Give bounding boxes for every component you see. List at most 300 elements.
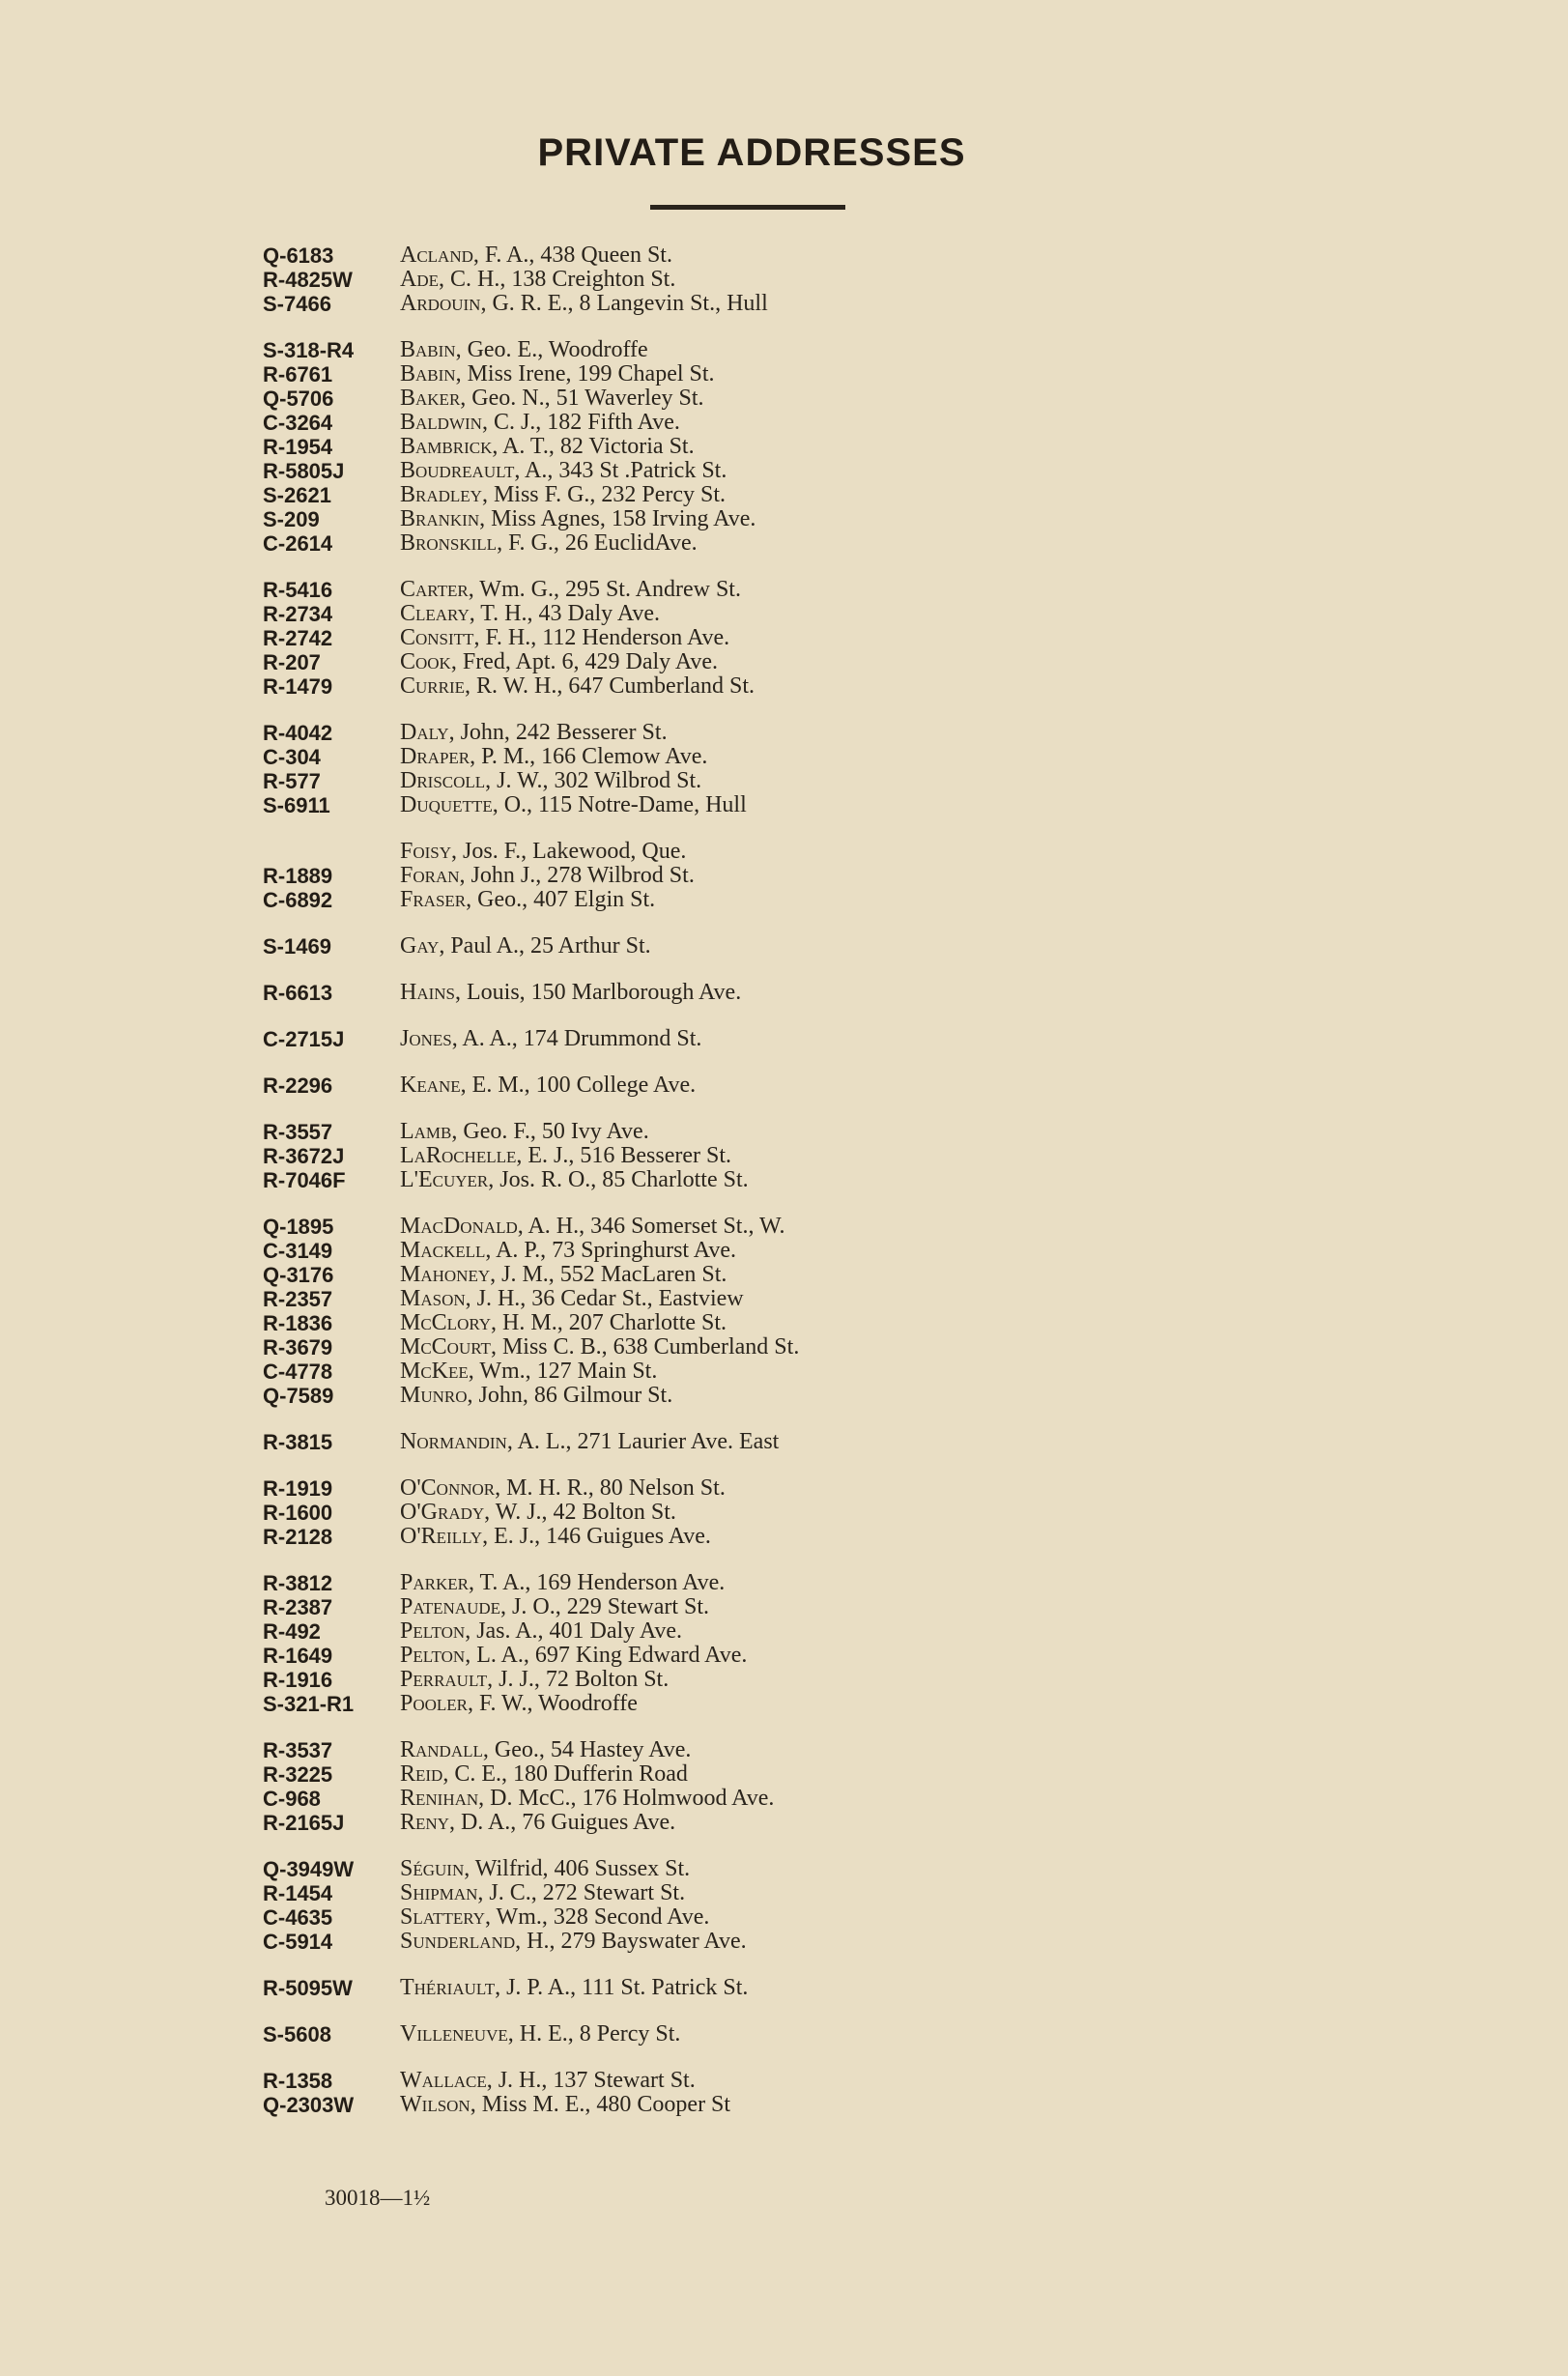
directory-entry [263, 292, 1229, 316]
listing-text [400, 981, 741, 1005]
phone-number: R-1954 [263, 435, 333, 459]
listing-text [400, 1027, 701, 1051]
address: , W. J., 42 Bolton St. [484, 1500, 676, 1525]
phone-number: R-1479 [263, 674, 333, 699]
surname: Slattery [400, 1904, 485, 1930]
letter-group [263, 1120, 1229, 1192]
letter-group [263, 1430, 1229, 1454]
letter-group [263, 2022, 1229, 2047]
listing-text [400, 268, 675, 292]
phone-number: R-7046F [263, 1168, 346, 1192]
address: , Geo. E., Woodroffe [455, 337, 648, 362]
address: , Miss C. B., 638 Cumberland St. [490, 1334, 800, 1360]
phone-number: Q-6183 [263, 243, 334, 268]
surname: Ade [400, 267, 439, 292]
address: , M. H. R., 80 Nelson St. [495, 1475, 726, 1501]
address: , H. M., 207 Charlotte St. [491, 1310, 727, 1335]
listing-text [400, 1787, 774, 1811]
surname: Villeneuve [400, 2021, 508, 2047]
listing-text [400, 840, 686, 864]
listing-text [400, 1525, 711, 1549]
surname: Gay [400, 933, 440, 959]
phone-number: R-2296 [263, 1073, 333, 1098]
address: , Wm., 127 Main St. [468, 1359, 658, 1384]
surname: L'Ecuyer [400, 1167, 489, 1192]
directory-entry [263, 1787, 1229, 1811]
surname: Pelton [400, 1618, 466, 1644]
phone-number: S-1469 [263, 934, 331, 959]
directory-entry [263, 864, 1229, 888]
phone-number: R-3812 [263, 1571, 333, 1595]
address: , C. E., 180 Dufferin Road [442, 1761, 688, 1787]
address: , A. H., 346 Somerset St., W. [517, 1214, 785, 1239]
surname: O'Connor [400, 1475, 496, 1501]
letter-group [263, 1476, 1229, 1549]
surname: Keane [400, 1073, 461, 1098]
phone-number: C-2614 [263, 531, 333, 556]
directory-entry [263, 1501, 1229, 1525]
surname: MacDonald [400, 1214, 518, 1239]
letter-group [263, 1073, 1229, 1098]
listing-text [400, 1595, 709, 1619]
phone-number: Q-3949W [263, 1857, 355, 1881]
directory-entry [263, 769, 1229, 793]
directory-entry [263, 840, 1229, 864]
address: , C. H., 138 Creighton St. [439, 267, 676, 292]
directory-entry [263, 1027, 1229, 1051]
address: , Jas. A., 401 Daly Ave. [465, 1618, 683, 1644]
address: , Wilfrid, 406 Sussex St. [464, 1856, 691, 1881]
listing-text [400, 1430, 779, 1454]
surname: Bronskill [400, 530, 498, 556]
phone-number: R-1919 [263, 1476, 333, 1501]
phone-number: C-2715J [263, 1027, 345, 1051]
listing-text [400, 1930, 747, 1954]
phone-number: R-6613 [263, 981, 333, 1005]
address: , Fred, Apt. 6, 429 Daly Ave. [450, 649, 719, 674]
directory-entry [263, 1476, 1229, 1501]
directory-entry [263, 2022, 1229, 2047]
surname: Shipman [400, 1880, 478, 1905]
address: , A. T., 82 Victoria St. [492, 434, 695, 459]
directory-entry [263, 2093, 1229, 2117]
surname: Lamb [400, 1119, 452, 1144]
listing-text [400, 435, 695, 459]
phone-number: S-6911 [263, 793, 330, 817]
letter-group [263, 1215, 1229, 1408]
phone-number: R-1916 [263, 1668, 333, 1692]
surname: Ardouin [400, 291, 481, 316]
address: , E. M., 100 College Ave. [460, 1073, 697, 1098]
address: , A. P., 73 Springhurst Ave. [485, 1238, 736, 1263]
phone-number: R-1358 [263, 2069, 333, 2093]
surname: Boudreault [400, 458, 515, 483]
listing-text [400, 578, 741, 602]
phone-number: R-1889 [263, 864, 333, 888]
letter-group [263, 578, 1229, 699]
address: , E. J., 516 Besserer St. [516, 1143, 732, 1168]
listing-text [400, 1501, 676, 1525]
surname: Patenaude [400, 1594, 501, 1619]
surname: Mason [400, 1286, 466, 1311]
address: , A., 343 St .Patrick St. [514, 458, 727, 483]
directory-entry [263, 1215, 1229, 1239]
surname: Cook [400, 649, 451, 674]
letter-group [263, 1976, 1229, 2000]
listing-text [400, 1619, 682, 1644]
listing-text [400, 292, 768, 316]
directory-entry [263, 386, 1229, 411]
phone-number: C-4778 [263, 1360, 333, 1384]
surname: Hains [400, 980, 456, 1005]
phone-number: R-3537 [263, 1738, 333, 1762]
phone-number: C-304 [263, 745, 321, 769]
phone-number: R-3672J [263, 1144, 345, 1168]
directory-entry [263, 435, 1229, 459]
surname: Sunderland [400, 1929, 516, 1954]
directory-entry [263, 1263, 1229, 1287]
letter-group [263, 243, 1229, 316]
address: , J. J., 72 Bolton St. [487, 1667, 670, 1692]
listing-text [400, 864, 695, 888]
directory-entry [263, 888, 1229, 912]
phone-number: S-5608 [263, 2022, 331, 2047]
directory-entry [263, 1287, 1229, 1311]
surname: Cleary [400, 601, 470, 626]
listing-text [400, 1360, 657, 1384]
surname: Bambrick [400, 434, 493, 459]
listing-text [400, 1120, 649, 1144]
listing-text [400, 888, 655, 912]
directory-entry [263, 362, 1229, 386]
address: , J. C., 272 Stewart St. [477, 1880, 686, 1905]
directory-entry [263, 483, 1229, 507]
directory-entry [263, 650, 1229, 674]
phone-number: R-1836 [263, 1311, 333, 1335]
directory-entry [263, 1762, 1229, 1787]
phone-number: R-2165J [263, 1811, 345, 1835]
directory-entry [263, 1668, 1229, 1692]
listing-text [400, 1881, 685, 1905]
directory-entry [263, 1571, 1229, 1595]
address: , Miss F. G., 232 Percy St. [481, 482, 727, 507]
directory-entry [263, 1619, 1229, 1644]
directory-entry [263, 459, 1229, 483]
phone-number: Q-7589 [263, 1384, 334, 1408]
letter-group [263, 1857, 1229, 1954]
letter-group [263, 1571, 1229, 1716]
letter-group [263, 721, 1229, 817]
listing-text [400, 459, 727, 483]
surname: Randall [400, 1737, 483, 1762]
directory-entry [263, 793, 1229, 817]
surname: Bradley [400, 482, 482, 507]
surname: Mackell [400, 1238, 486, 1263]
address: , A. L., 271 Laurier Ave. East [506, 1429, 780, 1454]
address: , Jos. F., Lakewood, Que. [451, 839, 687, 864]
directory-entry [263, 721, 1229, 745]
listing-text [400, 1692, 638, 1716]
surname: Daly [400, 720, 449, 745]
phone-number: C-6892 [263, 888, 333, 912]
surname: Wilson [400, 2092, 470, 2117]
directory-entry [263, 1335, 1229, 1360]
directory-entry [263, 1738, 1229, 1762]
surname: Babin [400, 361, 456, 386]
directory-entry [263, 745, 1229, 769]
listing-text [400, 243, 672, 268]
letter-group [263, 338, 1229, 556]
phone-number: R-5095W [263, 1976, 353, 2000]
phone-number: C-5914 [263, 1930, 333, 1954]
surname: Pooler [400, 1691, 469, 1716]
surname: Munro [400, 1383, 468, 1408]
surname: Carter [400, 577, 469, 602]
listing-text [400, 1287, 744, 1311]
directory-entry [263, 602, 1229, 626]
phone-number: Q-2303W [263, 2093, 355, 2117]
surname: McClory [400, 1310, 492, 1335]
surname: LaRochelle [400, 1143, 517, 1168]
address: , T. A., 169 Henderson Ave. [468, 1570, 726, 1595]
address: , C. J., 182 Fifth Ave. [481, 410, 680, 435]
surname: Draper [400, 744, 470, 769]
address: , J. H., 137 Stewart St. [486, 2068, 696, 2093]
address: , F. G., 26 EuclidAve. [497, 530, 698, 556]
address: , Paul A., 25 Arthur St. [439, 933, 651, 959]
directory-entry [263, 578, 1229, 602]
directory-entry [263, 1692, 1229, 1716]
address: , F. A., 438 Queen St. [472, 243, 672, 268]
phone-number: Q-1895 [263, 1215, 334, 1239]
surname: Foran [400, 863, 460, 888]
print-code: 30018—1½ [325, 2186, 431, 2210]
phone-number: R-2734 [263, 602, 333, 626]
address: , John, 242 Besserer St. [448, 720, 668, 745]
address: , F. W., Woodroffe [468, 1691, 638, 1716]
phone-number: S-318-R4 [263, 338, 355, 362]
surname: Baker [400, 386, 461, 411]
address: , Miss M. E., 480 Cooper St [470, 2092, 731, 2117]
phone-number: R-2387 [263, 1595, 333, 1619]
address: , G. R. E., 8 Langevin St., Hull [480, 291, 768, 316]
address: , H., 279 Bayswater Ave. [515, 1929, 747, 1954]
directory-entry [263, 1857, 1229, 1881]
listing-text [400, 626, 729, 650]
directory-entry [263, 1811, 1229, 1835]
listing-text [400, 1905, 709, 1930]
address: , Geo., 407 Elgin St. [466, 887, 656, 912]
surname: Perrault [400, 1667, 488, 1692]
address: , J. O., 229 Stewart St. [500, 1594, 710, 1619]
listing-text [400, 793, 747, 817]
phone-number: R-1600 [263, 1501, 333, 1525]
directory-entry [263, 1073, 1229, 1098]
address-list [263, 243, 1229, 2139]
listing-text [400, 1644, 747, 1668]
surname: Fraser [400, 887, 467, 912]
address: , Miss Irene, 199 Chapel St. [455, 361, 715, 386]
address: , Geo. F., 50 Ivy Ave. [451, 1119, 649, 1144]
listing-text [400, 1215, 784, 1239]
address: , Geo., 54 Hastey Ave. [482, 1737, 692, 1762]
surname: Reid [400, 1761, 443, 1787]
surname: Baldwin [400, 410, 482, 435]
phone-number: R-4825W [263, 268, 353, 292]
listing-text [400, 1811, 675, 1835]
listing-text [400, 1311, 727, 1335]
directory-entry [263, 1360, 1229, 1384]
address: , A. A., 174 Drummond St. [451, 1026, 702, 1051]
phone-number: R-3225 [263, 1762, 333, 1787]
surname: O'Reilly [400, 1524, 483, 1549]
address: , O., 115 Notre-Dame, Hull [492, 792, 747, 817]
surname: Séguin [400, 1856, 465, 1881]
phone-number: S-2621 [263, 483, 331, 507]
listing-text [400, 1239, 736, 1263]
listing-text [400, 2069, 696, 2093]
letter-group [263, 934, 1229, 959]
listing-text [400, 362, 715, 386]
address: , John J., 278 Wilbrod St. [459, 863, 695, 888]
phone-number: R-492 [263, 1619, 321, 1644]
address: , J. M., 552 MacLaren St. [490, 1262, 727, 1287]
listing-text [400, 338, 648, 362]
directory-entry [263, 1881, 1229, 1905]
surname: Pelton [400, 1643, 466, 1668]
directory-entry [263, 268, 1229, 292]
address: , Wm. G., 295 St. Andrew St. [468, 577, 741, 602]
directory-entry [263, 1311, 1229, 1335]
phone-number: R-5416 [263, 578, 333, 602]
address: , D. McC., 176 Holmwood Ave. [478, 1786, 775, 1811]
directory-entry [263, 981, 1229, 1005]
surname: Renihan [400, 1786, 479, 1811]
phone-number: C-3149 [263, 1239, 333, 1263]
address: , E. J., 146 Guigues Ave. [482, 1524, 711, 1549]
directory-entry [263, 1595, 1229, 1619]
surname: McKee [400, 1359, 469, 1384]
letter-group [263, 2069, 1229, 2117]
directory-entry [263, 1120, 1229, 1144]
directory-entry [263, 674, 1229, 699]
address: , L. A., 697 King Edward Ave. [465, 1643, 748, 1668]
directory-entry [263, 1525, 1229, 1549]
phone-number: R-3557 [263, 1120, 333, 1144]
listing-text [400, 721, 668, 745]
directory-entry [263, 1976, 1229, 2000]
directory-entry [263, 2069, 1229, 2093]
address: , T. H., 43 Daly Ave. [469, 601, 661, 626]
surname: Consitt [400, 625, 474, 650]
phone-number: R-1454 [263, 1881, 333, 1905]
listing-text [400, 386, 704, 411]
listing-text [400, 1073, 696, 1098]
listing-text [400, 2093, 730, 2117]
phone-number: R-6761 [263, 362, 333, 386]
listing-text [400, 1263, 727, 1287]
directory-entry [263, 531, 1229, 556]
listing-text [400, 602, 660, 626]
surname: Brankin [400, 506, 480, 531]
phone-number: S-7466 [263, 292, 331, 316]
surname: Reny [400, 1810, 449, 1835]
address: , Miss Agnes, 158 Irving Ave. [479, 506, 756, 531]
surname: O'Grady [400, 1500, 485, 1525]
address: , J. H., 36 Cedar St., Eastview [465, 1286, 744, 1311]
phone-number: C-4635 [263, 1905, 333, 1930]
listing-text [400, 1571, 725, 1595]
address: , Geo. N., 51 Waverley St. [460, 386, 704, 411]
phone-number: C-3264 [263, 411, 333, 435]
listing-text [400, 1168, 749, 1192]
directory-entry [263, 1930, 1229, 1954]
address: , P. M., 166 Clemow Ave. [470, 744, 708, 769]
listing-text [400, 507, 755, 531]
listing-text [400, 1738, 691, 1762]
surname: Parker [400, 1570, 469, 1595]
phone-number: R-2742 [263, 626, 333, 650]
listing-text [400, 1857, 690, 1881]
directory-entry [263, 243, 1229, 268]
listing-text [400, 1384, 672, 1408]
listing-text [400, 1668, 669, 1692]
letter-group [263, 1027, 1229, 1051]
address: , F. H., 112 Henderson Ave. [473, 625, 730, 650]
phone-number: C-968 [263, 1787, 321, 1811]
title-underline [650, 205, 845, 210]
address: , J. W., 302 Wilbrod St. [485, 768, 702, 793]
listing-text [400, 745, 707, 769]
address: , Wm., 328 Second Ave. [484, 1904, 710, 1930]
listing-text [400, 1976, 748, 2000]
address: , Louis, 150 Marlborough Ave. [455, 980, 742, 1005]
listing-text [400, 1144, 731, 1168]
letter-group [263, 840, 1229, 912]
surname: Duquette [400, 792, 493, 817]
listing-text [400, 2022, 680, 2047]
directory-entry [263, 338, 1229, 362]
letter-group [263, 1738, 1229, 1835]
listing-text [400, 483, 726, 507]
surname: Thériault [400, 1975, 496, 2000]
listing-text [400, 1476, 726, 1501]
phone-number: R-1649 [263, 1644, 333, 1668]
listing-text [400, 674, 755, 699]
phone-number: R-207 [263, 650, 321, 674]
listing-text [400, 934, 651, 959]
surname: Driscoll [400, 768, 486, 793]
directory-entry [263, 1144, 1229, 1168]
phone-number: R-3679 [263, 1335, 333, 1360]
directory-entry [263, 1644, 1229, 1668]
surname: Normandin [400, 1429, 507, 1454]
letter-group [263, 981, 1229, 1005]
directory-entry [263, 1384, 1229, 1408]
address: , R. W. H., 647 Cumberland St. [465, 673, 755, 699]
surname: Wallace [400, 2068, 487, 2093]
directory-entry [263, 626, 1229, 650]
directory-entry [263, 1905, 1229, 1930]
directory-entry [263, 507, 1229, 531]
listing-text [400, 650, 718, 674]
address: , D. A., 76 Guigues Ave. [448, 1810, 676, 1835]
surname: Acland [400, 243, 473, 268]
page-title: PRIVATE ADDRESSES [537, 131, 966, 174]
surname: Babin [400, 337, 456, 362]
directory-entry [263, 1430, 1229, 1454]
phone-number: Q-5706 [263, 386, 334, 411]
